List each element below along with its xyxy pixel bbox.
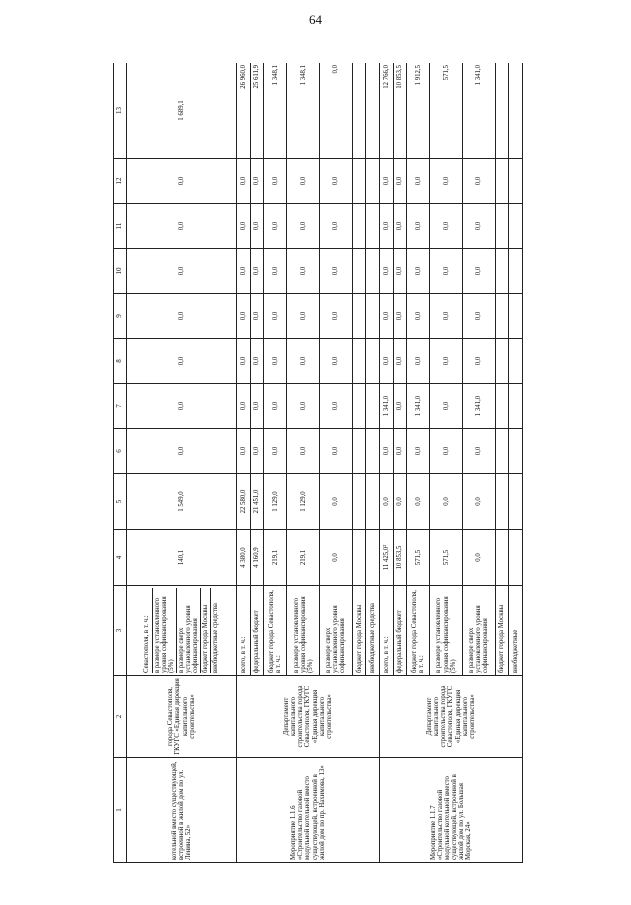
value-cell: 0,0 xyxy=(264,294,287,339)
cell-source: в размере установленного уровня софинансирования (5%) xyxy=(430,586,463,676)
cell-source: в размере установленного уровня софинансирования (5%) xyxy=(287,586,320,676)
value-cell: 0,0 xyxy=(127,294,237,339)
value-cell: 0,0 xyxy=(407,294,430,339)
cell-executor: Департамент капитального строительства города Севастополя, ГКУГС «Единая дирекция капитального строительства» xyxy=(379,676,522,758)
value-cell: 0,0 xyxy=(264,204,287,249)
value-cell: 0,0 xyxy=(430,204,463,249)
value-cell: 0,0 xyxy=(430,429,463,474)
value-cell: 0,0 xyxy=(320,339,353,384)
value-cell: 0,0 xyxy=(379,474,393,530)
value-cell xyxy=(495,63,509,159)
value-cell: 0,0 xyxy=(127,429,237,474)
value-cell: 0,0 xyxy=(127,159,237,204)
value-cell: 21 451,0 xyxy=(250,474,264,530)
value-cell xyxy=(509,339,523,384)
cell-source: бюджет города Москвы xyxy=(495,586,509,676)
cell-source: бюджет города Севастополя, в т. ч.: xyxy=(264,586,287,676)
source-line: внебюджетные средства xyxy=(212,603,220,673)
value-cell: 4 160,9 xyxy=(250,530,264,586)
value-cell: 1 341,0 xyxy=(463,63,496,159)
value-cell: 0,0 xyxy=(407,159,430,204)
table-row xyxy=(127,63,237,863)
value-cell: 0,0 xyxy=(320,474,353,530)
cell-source: всего, в т. ч.: xyxy=(237,586,251,676)
cell-activity: Мероприятие 1.1.7 «Строительство газовой модульной котельной вместо существующей, встроенной в жилой дом по ул. Большая Морская, 24» xyxy=(379,758,522,863)
cell-source: всего, в т. ч.: xyxy=(379,586,393,676)
cell-source: внебюджетные xyxy=(509,586,523,676)
value-cell xyxy=(495,159,509,204)
value-cell: 1 341,0 xyxy=(463,384,496,429)
value-cell: 0,0 xyxy=(463,429,496,474)
cell-source: в размере сверх установленного уровня софинансирования xyxy=(463,586,496,676)
value-cell: 0,0 xyxy=(250,429,264,474)
value-cell: 0,0 xyxy=(320,429,353,474)
value-cell xyxy=(509,530,523,586)
value-cell xyxy=(509,63,523,159)
value-cell xyxy=(495,339,509,384)
value-cell: 0,0 xyxy=(320,530,353,586)
cell-activity: Мероприятие 1.1.6 «Строительство газовой модульной котельной вместо существующей, встроенной в жилой дом по пр. Нахимова, 13» xyxy=(237,758,380,863)
value-cell: 0,0 xyxy=(127,339,237,384)
column-header-5: 5 xyxy=(114,474,127,530)
value-cell: 0,0 xyxy=(320,384,353,429)
column-header-6: 6 xyxy=(114,429,127,474)
value-cell: 219,1 xyxy=(287,530,320,586)
value-cell xyxy=(352,204,366,249)
value-cell: 10 853,5 xyxy=(393,63,407,159)
value-cell xyxy=(495,429,509,474)
value-cell: 0,0 xyxy=(237,429,251,474)
value-cell: 1 912,5 xyxy=(407,63,430,159)
value-cell: 0,0 xyxy=(127,384,237,429)
value-cell: 0,0 xyxy=(407,249,430,294)
value-cell: 0,0 xyxy=(287,159,320,204)
column-header-13: 13 xyxy=(114,63,127,159)
value-cell: 0,0 xyxy=(393,159,407,204)
value-cell: 1 341,0 xyxy=(407,384,430,429)
value-cell xyxy=(366,204,380,249)
value-cell: 0,0 xyxy=(379,429,393,474)
value-cell: 0,0 xyxy=(250,384,264,429)
value-cell: 0,0 xyxy=(250,294,264,339)
value-cell: 0,0 xyxy=(320,159,353,204)
value-cell: 0,0 xyxy=(463,294,496,339)
value-cell: 0,0 xyxy=(463,530,496,586)
value-cell: 0,0 xyxy=(463,339,496,384)
value-cell: 1 129,0 xyxy=(287,474,320,530)
value-cell: 219,1 xyxy=(264,530,287,586)
value-cell xyxy=(366,530,380,586)
value-cell xyxy=(352,159,366,204)
value-cell: 0,0 xyxy=(287,384,320,429)
column-header-9: 9 xyxy=(114,294,127,339)
value-cell: 0,0 xyxy=(393,384,407,429)
value-cell: 0,0 xyxy=(237,159,251,204)
value-cell: 0,0 xyxy=(379,159,393,204)
budget-table xyxy=(113,63,523,863)
column-header-7: 7 xyxy=(114,384,127,429)
value-cell: 0,0 xyxy=(127,249,237,294)
value-cell: 0,0 xyxy=(379,294,393,339)
value-cell: 0,0 xyxy=(287,294,320,339)
value-cell: 26 960,0 xyxy=(237,63,251,159)
value-cell: 0,0 xyxy=(463,204,496,249)
value-cell xyxy=(352,530,366,586)
value-cell xyxy=(366,159,380,204)
column-header-3: 3 xyxy=(114,586,127,676)
value-cell xyxy=(509,204,523,249)
value-cell: 22 580,0 xyxy=(237,474,251,530)
value-cell xyxy=(509,384,523,429)
value-cell xyxy=(495,474,509,530)
cell-activity: котельной вместо существующей, встроенной в жилой дом по ул. Ленина, 52» xyxy=(127,758,237,863)
cell-executor: города Севастополя, ГКУГС «Единая дирекция капитального строительства» xyxy=(127,676,237,758)
value-cell: 4 380,0 xyxy=(237,530,251,586)
cell-source: бюджет города Москвы xyxy=(352,586,366,676)
value-cell xyxy=(495,294,509,339)
value-cell: 140,1 xyxy=(127,530,237,586)
value-cell: 0,0 xyxy=(320,294,353,339)
value-cell: 0,0 xyxy=(393,339,407,384)
value-cell: 1 348,1 xyxy=(264,63,287,159)
value-cell: 0,0 xyxy=(250,159,264,204)
source-line: бюджет города Москвы xyxy=(201,588,211,673)
value-cell xyxy=(352,339,366,384)
value-cell xyxy=(509,249,523,294)
table-row xyxy=(237,63,251,863)
value-cell: 0,0 xyxy=(237,294,251,339)
value-cell xyxy=(366,474,380,530)
value-cell: 0,0 xyxy=(237,249,251,294)
column-header-12: 12 xyxy=(114,159,127,204)
value-cell: 0,0 xyxy=(320,249,353,294)
value-cell: 0,0 xyxy=(407,474,430,530)
value-cell: 12 766,0 xyxy=(379,63,393,159)
value-cell: 0,0 xyxy=(237,384,251,429)
value-cell: 0,0 xyxy=(430,339,463,384)
value-cell: 571,5 xyxy=(430,63,463,159)
column-header-1: 1 xyxy=(114,758,127,863)
value-cell: 0,0 xyxy=(264,159,287,204)
cell-source: федеральный бюджет xyxy=(393,586,407,676)
value-cell: 11 425,0² xyxy=(379,530,393,586)
value-cell xyxy=(509,429,523,474)
value-cell xyxy=(509,294,523,339)
cell-executor: Департамент капитального строительства города Севастополя, ГКУГС «Единая дирекция капитального строительства» xyxy=(237,676,380,758)
value-cell: 0,0 xyxy=(430,474,463,530)
value-cell: 0,0 xyxy=(379,204,393,249)
value-cell xyxy=(495,530,509,586)
rotated-table-container xyxy=(113,63,523,863)
value-cell: 0,0 xyxy=(264,249,287,294)
value-cell: 0,0 xyxy=(287,249,320,294)
value-cell: 0,0 xyxy=(430,294,463,339)
table-row xyxy=(379,63,393,863)
column-header-10: 10 xyxy=(114,249,127,294)
value-cell: 0,0 xyxy=(379,249,393,294)
value-cell: 571,5 xyxy=(430,530,463,586)
value-cell xyxy=(366,249,380,294)
value-cell: 0,0 xyxy=(237,339,251,384)
value-cell: 0,0 xyxy=(393,204,407,249)
cell-source: бюджет города Севастополя, в т. ч.: xyxy=(407,586,430,676)
value-cell: 0,0 xyxy=(287,339,320,384)
value-cell: 1 129,0 xyxy=(264,474,287,530)
value-cell xyxy=(366,294,380,339)
value-cell: 25 611,9 xyxy=(250,63,264,159)
value-cell: 0,0 xyxy=(430,384,463,429)
value-cell: 0,0 xyxy=(237,204,251,249)
cell-source: внебюджетные средства xyxy=(366,586,380,676)
value-cell: 0,0 xyxy=(264,429,287,474)
value-cell xyxy=(509,159,523,204)
value-cell: 0,0 xyxy=(393,429,407,474)
value-cell: 1 348,1 xyxy=(287,63,320,159)
value-cell: 0,0 xyxy=(250,249,264,294)
value-cell xyxy=(495,384,509,429)
value-cell: 10 853,5 xyxy=(393,530,407,586)
value-cell: 0,0 xyxy=(393,249,407,294)
value-cell: 0,0 xyxy=(264,339,287,384)
value-cell: 0,0 xyxy=(320,63,353,159)
source-line: в размере сверх установленного уровня софинансирования xyxy=(177,588,201,673)
value-cell: 0,0 xyxy=(393,474,407,530)
value-cell xyxy=(352,384,366,429)
value-cell: 0,0 xyxy=(250,204,264,249)
value-cell: 0,0 xyxy=(463,474,496,530)
source-line: Севастополя, в т. ч.: xyxy=(142,588,152,673)
value-cell xyxy=(352,63,366,159)
value-cell: 0,0 xyxy=(407,204,430,249)
value-cell: 0,0 xyxy=(407,339,430,384)
value-cell: 1 549,0 xyxy=(127,474,237,530)
value-cell: 0,0 xyxy=(127,204,237,249)
page-number: 64 xyxy=(309,12,322,27)
rotated-table-area xyxy=(113,63,523,863)
value-cell xyxy=(366,429,380,474)
value-cell: 0,0 xyxy=(264,384,287,429)
source-line: в размере установленного уровня софинансирования (5%) xyxy=(153,588,177,673)
cell-source xyxy=(127,586,237,676)
value-cell xyxy=(495,204,509,249)
value-cell: 0,0 xyxy=(320,204,353,249)
value-cell xyxy=(352,294,366,339)
value-cell: 0,0 xyxy=(379,339,393,384)
value-cell xyxy=(366,339,380,384)
value-cell: 0,0 xyxy=(287,204,320,249)
cell-source: федеральный бюджет xyxy=(250,586,264,676)
value-cell xyxy=(509,474,523,530)
value-cell: 0,0 xyxy=(287,429,320,474)
value-cell xyxy=(352,249,366,294)
value-cell xyxy=(366,384,380,429)
header-row xyxy=(114,63,127,863)
value-cell: 571,5 xyxy=(407,530,430,586)
column-header-4: 4 xyxy=(114,530,127,586)
value-cell: 0,0 xyxy=(463,249,496,294)
value-cell xyxy=(352,429,366,474)
value-cell: 0,0 xyxy=(463,159,496,204)
column-header-2: 2 xyxy=(114,676,127,758)
value-cell: 0,0 xyxy=(430,249,463,294)
value-cell xyxy=(495,249,509,294)
value-cell: 0,0 xyxy=(393,294,407,339)
value-cell: 1 689,1 xyxy=(127,63,237,159)
value-cell xyxy=(352,474,366,530)
column-header-8: 8 xyxy=(114,339,127,384)
value-cell: 1 341,0 xyxy=(379,384,393,429)
value-cell: 0,0 xyxy=(407,429,430,474)
value-cell: 0,0 xyxy=(430,159,463,204)
cell-source: в размере сверх установленного уровня софинансирования xyxy=(320,586,353,676)
value-cell: 0,0 xyxy=(250,339,264,384)
column-header-11: 11 xyxy=(114,204,127,249)
value-cell xyxy=(366,63,380,159)
